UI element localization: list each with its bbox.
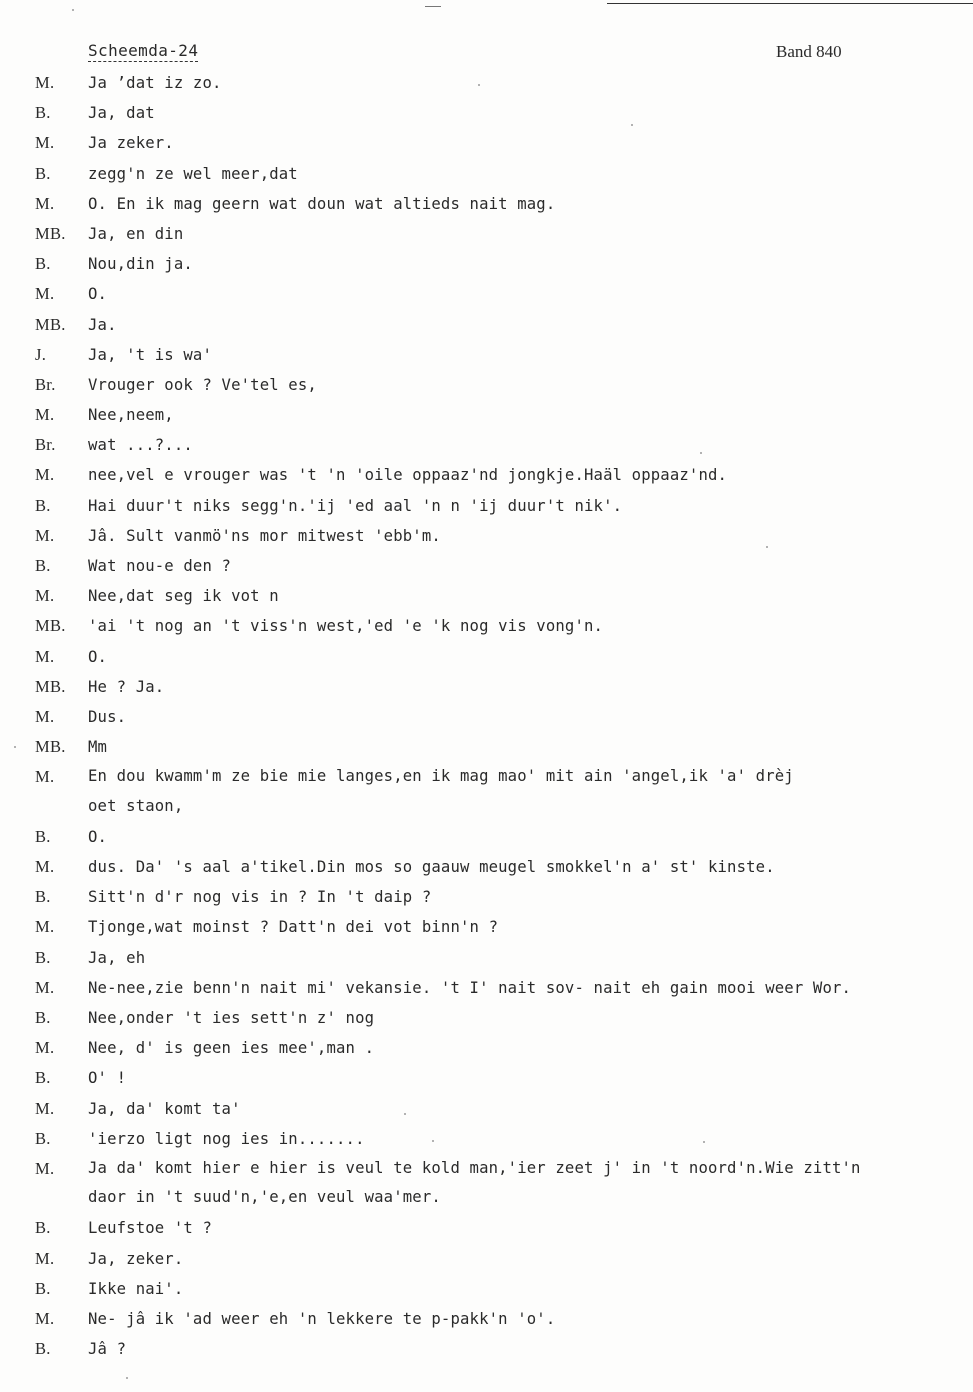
utterance-text: Tjonge,wat moinst ? Datt'n dei vot binn'n ? <box>88 918 499 937</box>
utterance-text: Mm <box>88 738 108 757</box>
top-edge-rule <box>607 3 973 4</box>
utterance-text-continuation: oet staon, <box>88 796 184 815</box>
speaker-label: M. <box>35 284 55 304</box>
speaker-label: B. <box>35 1007 51 1027</box>
speaker-label: B. <box>35 1218 51 1238</box>
speaker-label: MB. <box>35 616 66 636</box>
speaker-label: M. <box>35 1158 55 1178</box>
utterance-text: Jâ. Sult vanmö'ns mor mitwest 'ebb'm. <box>88 526 441 545</box>
paper-speck <box>478 84 480 86</box>
utterance-text: Ja zeker. <box>88 134 174 153</box>
transcript-line <box>0 822 973 852</box>
utterance-text: O. En ik mag geern wat doun wat altieds nait mag. <box>88 194 556 213</box>
transcript-body <box>0 68 973 1364</box>
transcript-line <box>0 973 973 1003</box>
speaker-label: MB. <box>35 223 66 243</box>
transcript-line <box>0 189 973 219</box>
transcript-line <box>0 159 973 189</box>
speaker-label: B. <box>35 947 51 967</box>
utterance-text: Jâ ? <box>88 1340 127 1359</box>
transcript-line <box>0 460 973 490</box>
speaker-label: B. <box>35 1068 51 1088</box>
transcript-line <box>0 340 973 370</box>
transcript-line <box>0 1334 973 1364</box>
transcript-line <box>0 370 973 400</box>
utterance-text: Ja, da' komt ta' <box>88 1099 241 1118</box>
transcript-line <box>0 1213 973 1243</box>
speaker-label: B. <box>35 1128 51 1148</box>
utterance-text: Ja, eh <box>88 948 146 967</box>
transcript-line <box>0 551 973 581</box>
speaker-label: B. <box>35 103 51 123</box>
speaker-label: M. <box>35 857 55 876</box>
utterance-text: Ja, zeker. <box>88 1249 184 1268</box>
transcript-line <box>0 912 973 942</box>
transcript-line <box>0 1274 973 1304</box>
speaker-label: M. <box>35 525 55 545</box>
transcript-line <box>0 1154 973 1214</box>
document-title: Scheemda-24 <box>88 41 199 60</box>
paper-speck <box>404 1113 406 1115</box>
utterance-text: Ja ’dat iz zo. <box>88 74 222 92</box>
transcript-line <box>0 581 973 611</box>
utterance-text: Vrouger ook ? Ve'tel es, <box>88 375 317 394</box>
transcript-line <box>0 672 973 702</box>
utterance-text: nee,vel e vrouger was 't 'n 'oile oppaaz'nd jongkje.Haäl oppaaz'nd. <box>88 466 728 485</box>
transcript-line <box>0 279 973 309</box>
speaker-label: B. <box>35 556 51 575</box>
speaker-label: Br. <box>35 374 56 394</box>
utterance-text: Ne-nee,zie benn'n nait mi' vekansie. 't I' nait sov- nait eh gain mooi weer Wor. <box>88 978 852 997</box>
transcript-line <box>0 702 973 732</box>
transcript-line <box>0 943 973 973</box>
paper-speck <box>72 9 74 11</box>
utterance-text: Nou,din ja. <box>88 255 193 274</box>
transcript-line <box>0 310 973 340</box>
speaker-label: M. <box>35 405 55 425</box>
transcript-line <box>0 732 973 762</box>
speaker-label: J. <box>35 344 47 364</box>
speaker-label: M. <box>35 1308 55 1328</box>
paper-speck <box>700 452 702 454</box>
transcript-line <box>0 1304 973 1334</box>
speaker-label: M. <box>35 1098 55 1118</box>
utterance-text: 'ierzo ligt nog ies in....... <box>88 1129 365 1148</box>
utterance-text: Nee,dat seg ik vot n <box>88 587 279 606</box>
paper-speck <box>766 546 768 548</box>
transcript-line <box>0 521 973 551</box>
transcript-line <box>0 882 973 912</box>
transcript-line <box>0 249 973 279</box>
paper-speck <box>432 1140 434 1142</box>
utterance-text: Ne- jâ ik 'ad weer eh 'n lekkere te p-pakk'n 'o'. <box>88 1309 556 1328</box>
paper-speck <box>703 1141 705 1143</box>
tape-number: Band 840 <box>776 42 842 61</box>
transcript-line <box>0 400 973 430</box>
transcript-line <box>0 852 973 882</box>
speaker-label: B. <box>35 826 51 846</box>
utterance-text-line: En dou kwamm'm ze bie mie langes,en ik mag mao' mit ain 'angel,ik 'a' drèj <box>88 767 794 786</box>
transcript-line <box>0 1033 973 1063</box>
paper-speck <box>126 1377 128 1379</box>
transcript-line <box>0 1063 973 1093</box>
speaker-label: M. <box>35 767 55 787</box>
speaker-label: M. <box>35 977 55 997</box>
speaker-label: M. <box>35 646 55 666</box>
utterance-text: Wat nou-e den ? <box>88 557 232 575</box>
speaker-label: M. <box>35 1248 55 1268</box>
utterance-text: O. <box>88 647 108 666</box>
transcript-line <box>0 219 973 249</box>
speaker-label: M. <box>35 193 55 213</box>
speaker-label: Br. <box>35 435 56 455</box>
utterance-text: O' ! <box>88 1069 127 1088</box>
utterance-text: Ja. <box>88 315 117 334</box>
transcript-line <box>0 642 973 672</box>
transcript-line <box>0 98 973 128</box>
top-edge-mark <box>425 6 441 7</box>
speaker-label: MB. <box>35 737 66 757</box>
speaker-label: B. <box>35 1278 51 1298</box>
speaker-label: B. <box>35 254 51 274</box>
transcript-line <box>0 1003 973 1033</box>
utterance-text: He ? Ja. <box>88 677 165 696</box>
transcript-line <box>0 491 973 521</box>
speaker-label: MB. <box>35 676 66 696</box>
utterance-text: Hai duur't niks segg'n.'ij 'ed aal 'n n 'ij duur't nik'. <box>88 496 623 515</box>
utterance-text <box>88 762 958 821</box>
utterance-text: Nee, d' is geen ies mee',man . <box>88 1039 375 1058</box>
utterance-text: Ja, 't is wa' <box>88 345 212 364</box>
speaker-label: M. <box>35 1038 55 1058</box>
utterance-text: dus. Da' 's aal a'tikel.Din mos so gaauw meugel smokkel'n a' st' kinste. <box>88 858 775 876</box>
utterance-text-continuation: daor in 't suud'n,'e,en veul waa'mer. <box>88 1188 441 1207</box>
speaker-label: MB. <box>35 314 66 334</box>
utterance-text: Nee,onder 't ies sett'n z' nog <box>88 1008 375 1027</box>
utterance-text: Leufstoe 't ? <box>88 1219 212 1238</box>
utterance-text: wat ...?... <box>88 436 193 455</box>
speaker-label: M. <box>35 586 55 606</box>
utterance-text: Ikke nai'. <box>88 1279 184 1298</box>
transcript-line <box>0 128 973 158</box>
utterance-text: O. <box>88 285 108 304</box>
speaker-label: M. <box>35 73 55 92</box>
transcript-line <box>0 762 973 822</box>
utterance-text: zegg'n ze wel meer,dat <box>88 164 298 183</box>
utterance-text: Nee,neem, <box>88 406 174 425</box>
paper-speck <box>14 746 16 748</box>
transcript-line <box>0 1094 973 1124</box>
speaker-label: B. <box>35 495 51 515</box>
utterance-text: Dus. <box>88 707 127 726</box>
utterance-text: Ja, dat <box>88 104 155 123</box>
utterance-text: 'ai 't nog an 't viss'n west,'ed 'e 'k nog vis vong'n. <box>88 617 604 636</box>
speaker-label: B. <box>35 1339 51 1359</box>
speaker-label: M. <box>35 133 55 153</box>
transcript-line <box>0 1124 973 1154</box>
transcript-line <box>0 430 973 460</box>
transcript-line <box>0 1244 973 1274</box>
speaker-label: M. <box>35 465 55 485</box>
speaker-label: M. <box>35 917 55 937</box>
speaker-label: B. <box>35 163 51 183</box>
paper-speck <box>631 124 633 126</box>
utterance-text <box>88 1154 958 1213</box>
utterance-text-line: Ja da' komt hier e hier is veul te kold man,'ier zeet j' in 't noord'n.Wie zitt'n <box>88 1158 861 1177</box>
speaker-label: B. <box>35 887 51 907</box>
transcript-line <box>0 611 973 641</box>
speaker-label: M. <box>35 706 55 726</box>
utterance-text: O. <box>88 827 108 846</box>
utterance-text: Sitt'n d'r nog vis in ? In 't daip ? <box>88 888 432 907</box>
transcript-line <box>0 68 973 98</box>
utterance-text: Ja, en din <box>88 224 184 243</box>
